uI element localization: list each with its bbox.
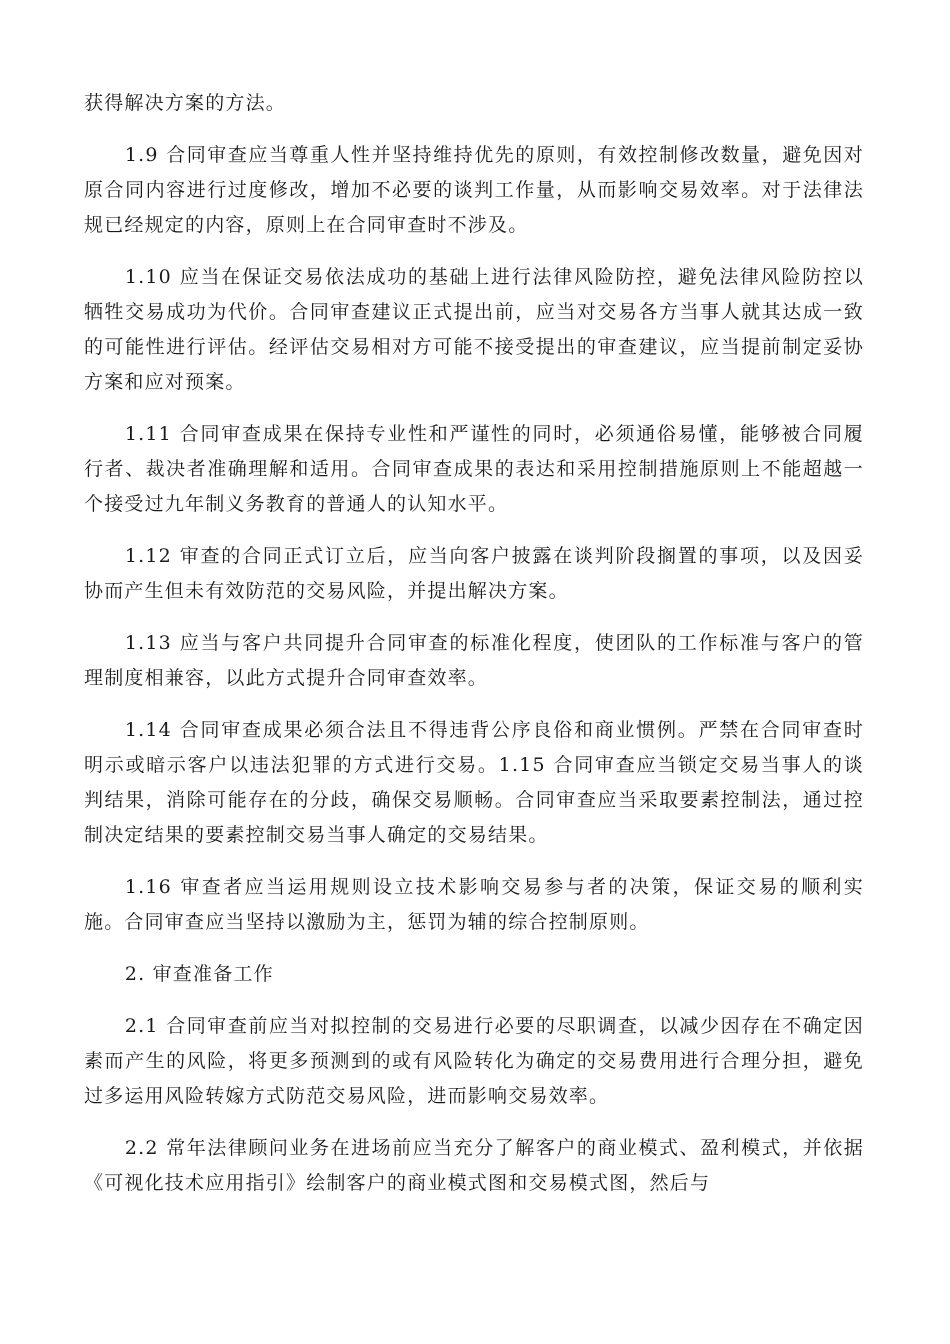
paragraph-1-14: 1.14 合同审查成果必须合法且不得违背公序良俗和商业惯例。严禁在合同审查时明示或暗示客户以违法犯罪的方式进行交易。1.15 合同审查应当锁定交易当事人的谈判结果，消除可能存在的分歧，确保交易顺畅。合同审查应当采取要素控制法，通过控制决定结果的要素控制交易当事人确定的交易结果。: [84, 719, 864, 846]
paragraph-1-16: 1.16 审查者应当运用规则设立技术影响交易参与者的决策，保证交易的顺利实施。合同审查应当坚持以激励为主，惩罚为辅的综合控制原则。: [84, 876, 864, 933]
paragraph-1-13: 1.13 应当与客户共同提升合同审查的标准化程度，使团队的工作标准与客户的管理制度相兼容，以此方式提升合同审查效率。: [84, 632, 864, 689]
document-body: [84, 86, 864, 1218]
paragraph-2-2: 2.2 常年法律顾问业务在进场前应当充分了解客户的商业模式、盈利模式，并依据《可视化技术应用指引》绘制客户的商业模式图和交易模式图，然后与: [84, 1137, 864, 1194]
paragraph-1-12: 1.12 审查的合同正式订立后，应当向客户披露在谈判阶段搁置的事项，以及因妥协而产生但未有效防范的交易风险，并提出解决方案。: [84, 545, 864, 602]
paragraph-1-9: 1.9 合同审查应当尊重人性并坚持维持优先的原则，有效控制修改数量，避免因对原合同内容进行过度修改，增加不必要的谈判工作量，从而影响交易效率。对于法律法规已经规定的内容，原则上在合同审查时不涉及。: [84, 144, 864, 236]
paragraph-continuation: 获得解决方案的方法。: [84, 92, 287, 114]
paragraph-1-11: 1.11 合同审查成果在保持专业性和严谨性的同时，必须通俗易懂，能够被合同履行者、裁决者准确理解和适用。合同审查成果的表达和采用控制措施原则上不能超越一个接受过九年制义务教育的普通人的认知水平。: [84, 423, 864, 515]
paragraph-2-1: 2.1 合同审查前应当对拟控制的交易进行必要的尽职调查，以减少因存在不确定因素而产生的风险，将更多预测到的或有风险转化为确定的交易费用进行合理分担，避免过多运用风险转嫁方式防范交易风险，进而影响交易效率。: [84, 1015, 864, 1107]
section-heading-2: 2. 审查准备工作: [124, 963, 274, 985]
paragraph-1-10: 1.10 应当在保证交易依法成功的基础上进行法律风险防控，避免法律风险防控以牺牲交易成功为代价。合同审查建议正式提出前，应当对交易各方当事人就其达成一致的可能性进行评估。经评估交易相对方可能不接受提出的审查建议，应当提前制定妥协方案和应对预案。: [84, 266, 864, 393]
